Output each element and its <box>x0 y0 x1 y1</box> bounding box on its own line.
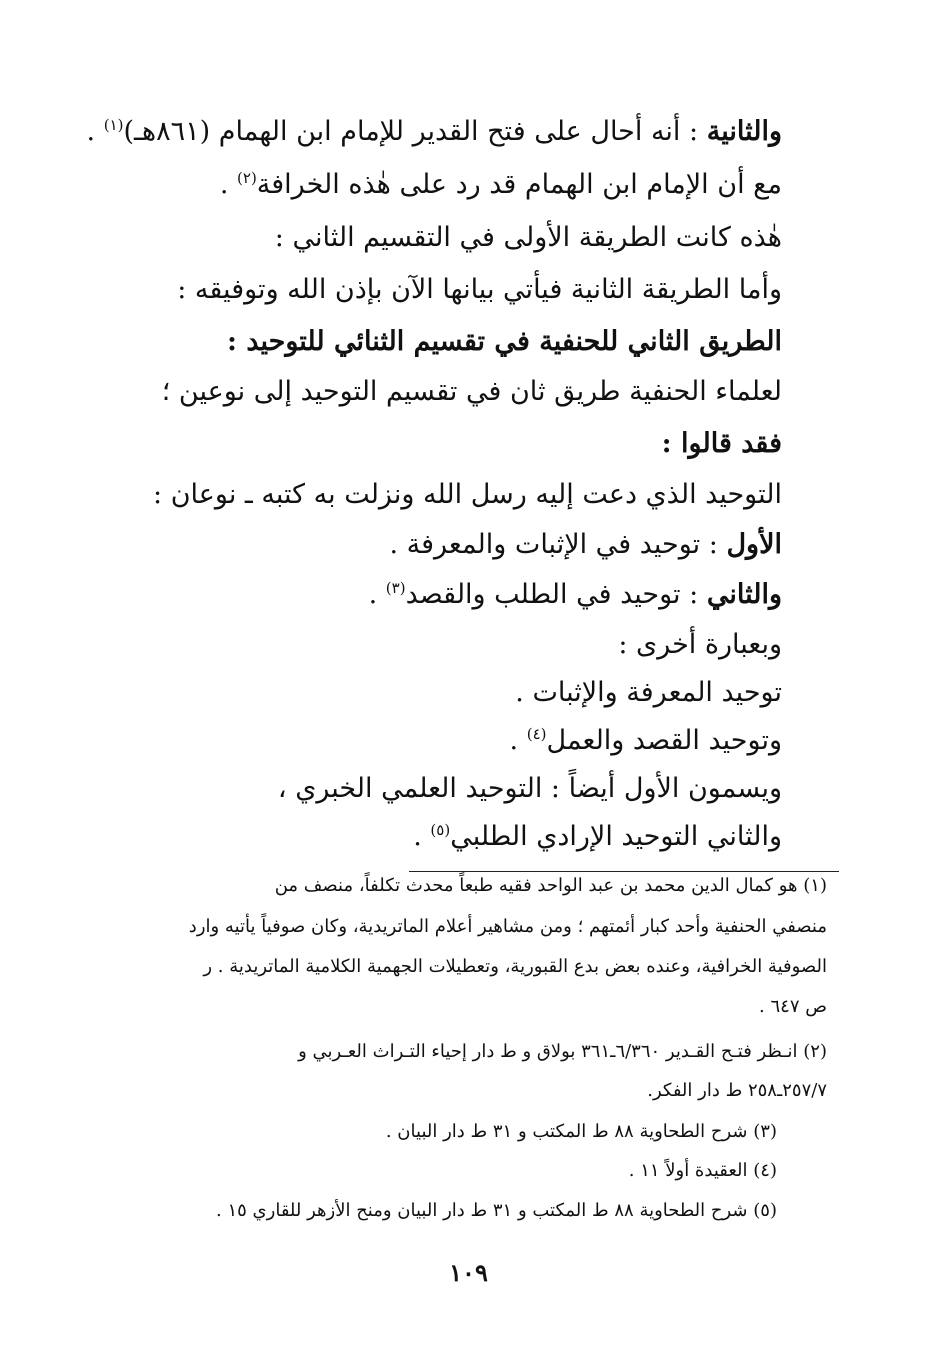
text-line-3 <box>275 218 782 258</box>
line-text: التوحيد الذي دعت إليه رسل الله ونزلت به كتبه ـ نوعان : <box>153 479 782 510</box>
text-line-14 <box>278 769 782 809</box>
footnote-number: (٣) <box>753 1121 777 1142</box>
footnote-text: هو كمال الدين محمد بن عبد الواحد فقيه طبعاً محدث تكلفاً، منصف من <box>274 875 798 896</box>
footnote-number: (١) <box>803 875 827 896</box>
footnote-text: ٢٥٧/٧ـ٢٥٨ ط دار الفكر. <box>647 1080 827 1101</box>
footnote-2-cont <box>647 1076 827 1106</box>
footnote-ref: (٣) <box>385 579 406 597</box>
line-text: : توحيد في الإثبات والمعرفة . <box>389 529 718 560</box>
line-text: لعلماء الحنفية طريق ثان في تقسيم التوحيد إلى نوعين ؛ <box>161 376 782 407</box>
footnote-number: (٥) <box>753 1200 777 1221</box>
footnote-ref: (٤) <box>526 725 547 743</box>
line-text: وبعبارة أخرى : <box>618 629 782 660</box>
line-text: مع أن الإمام ابن الهمام قد رد على هٰذه الخرافة <box>256 169 782 200</box>
line-text: والثاني التوحيد الإرادي الطلبي <box>450 821 782 852</box>
footnote-number: (٢) <box>803 1041 827 1062</box>
line-text: توحيد المعرفة والإثبات . <box>515 677 782 708</box>
line-lead: الأول <box>726 529 782 560</box>
text-line-12 <box>515 673 782 713</box>
text-line-6 <box>162 372 782 412</box>
line-end: . <box>413 821 422 852</box>
footnote-text: العقيدة أولاً ١١ . <box>628 1160 748 1181</box>
footnote-text: منصفي الحنفية وأحد كبار أئمتهم ؛ ومن مشاهير أعلام الماتريدية، وكان صوفياً يأتيه وارد <box>188 916 827 937</box>
line-text: : أنه أحال على فتح القدير للإمام ابن الهمام (٨٦١هـ) <box>123 116 699 147</box>
footnote-text: شرح الطحاوية ٨٨ ط المكتب و ٣١ ط دار البيان . <box>385 1121 748 1142</box>
footnote-1-cont-3 <box>759 992 827 1022</box>
footnote-5 <box>216 1196 777 1226</box>
line-text: فقد قالوا : <box>661 428 782 459</box>
footnote-1-cont-2 <box>203 952 827 982</box>
text-line-4 <box>177 270 782 310</box>
line-text: ويسمون الأول أيضاً : التوحيد العلمي الخبري ، <box>277 773 782 804</box>
text-line-8 <box>153 475 782 515</box>
heading-text: الطريق الثاني للحنفية في تقسيم الثنائي للتوحيد : <box>226 326 782 357</box>
section-heading <box>227 322 782 362</box>
text-line-9 <box>389 525 782 565</box>
line-end: . <box>368 579 378 610</box>
line-text: هٰذه كانت الطريقة الأولى في التقسيم الثاني : <box>274 222 782 253</box>
footnote-ref: (٢) <box>237 169 257 187</box>
line-end: . <box>86 116 96 147</box>
footnote-text: الصوفية الخرافية، وعنده بعض بدع القبورية، وتعطيلات الجهمية الكلامية الماتريدية . ر <box>203 956 827 977</box>
footnote-number: (٤) <box>753 1160 777 1181</box>
footnote-ref: (١) <box>103 116 124 134</box>
footnote-1 <box>275 871 827 901</box>
line-text: : توحيد في الطلب والقصد <box>405 579 699 610</box>
footnote-text: انـظر فتـح القـدير ٦/٣٦٠ـ٣٦١ بولاق و ط دار إحياء التـراث العـربي و <box>298 1041 798 1062</box>
page-number: ١٠٩ <box>449 1258 488 1287</box>
footnote-text: شرح الطحاوية ٨٨ ط المكتب و ٣١ ط دار البيان ومنح الأزهر للقاري ١٥ . <box>216 1200 748 1221</box>
footnote-4 <box>629 1156 777 1186</box>
text-line-13 <box>510 721 782 761</box>
line-lead: والثانية <box>706 116 782 147</box>
line-lead: والثاني <box>706 579 782 610</box>
footnote-text: ص ٦٤٧ . <box>759 996 827 1017</box>
line-text: وتوحيد القصد والعمل <box>546 725 782 756</box>
footnote-ref: (٥) <box>430 821 451 839</box>
footnote-2 <box>298 1037 827 1067</box>
line-end: . <box>509 725 519 756</box>
line-end: . <box>219 169 229 200</box>
footnote-3 <box>386 1117 777 1147</box>
text-line-11 <box>618 625 782 665</box>
text-line-15 <box>413 817 782 857</box>
text-line-1 <box>87 112 783 152</box>
text-line-10 <box>369 575 782 615</box>
line-text: وأما الطريقة الثانية فيأتي بيانها الآن بإذن الله وتوفيقه : <box>177 274 782 305</box>
footnote-1-cont-1 <box>189 912 827 942</box>
text-line-7 <box>662 424 782 464</box>
text-line-2 <box>220 165 782 205</box>
